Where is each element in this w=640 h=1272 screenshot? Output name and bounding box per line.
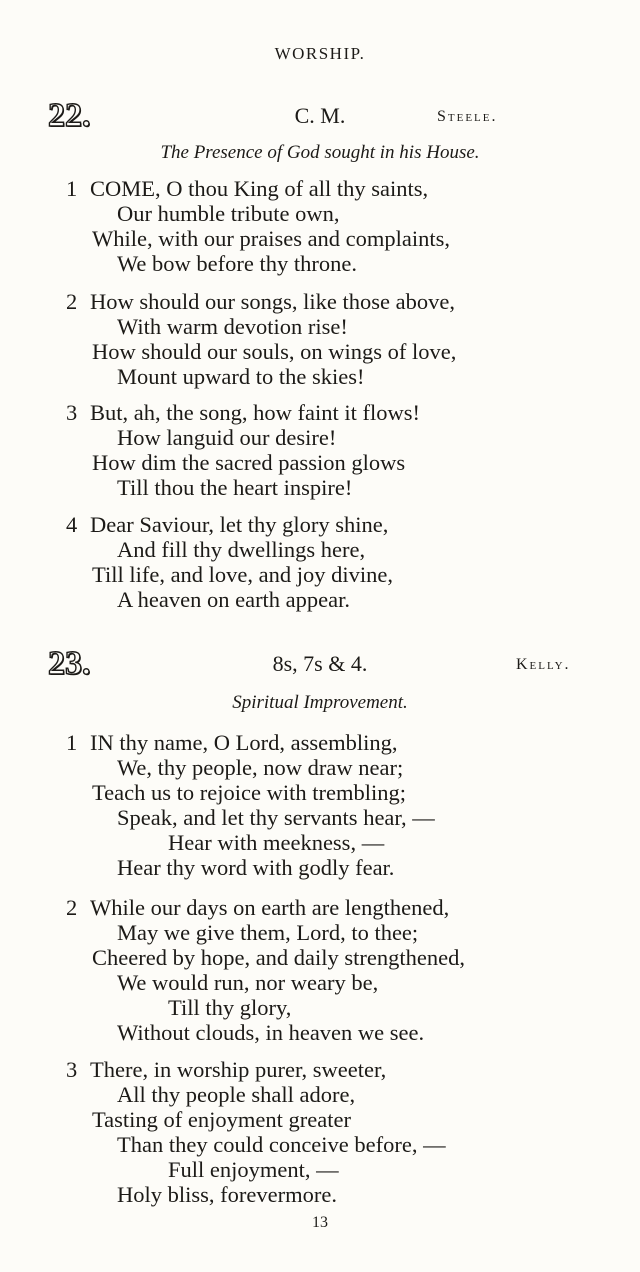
hymn-line: Till thou the heart inspire!: [117, 475, 353, 500]
verse-number: 2: [66, 895, 78, 920]
hymn-author: Steele.: [437, 108, 498, 125]
stanza-22-4: [66, 512, 566, 612]
hymn-line: How should our souls, on wings of love,: [92, 339, 457, 364]
hymn-line: Full enjoyment, —: [168, 1157, 339, 1182]
running-head: WORSHIP.: [274, 44, 366, 63]
hymn-line: With warm devotion rise!: [117, 314, 348, 339]
hymn-title: Spiritual Improvement.: [232, 692, 408, 713]
verse-number: 1: [66, 176, 78, 201]
hymn-author: Kelly.: [516, 656, 571, 673]
hymn-line: How languid our desire!: [117, 425, 337, 450]
hymn-line: Teach us to rejoice with trembling;: [92, 780, 406, 805]
hymn-line: Mount upward to the skies!: [117, 364, 365, 389]
hymn-line: Speak, and let thy servants hear, —: [117, 805, 435, 830]
hymn-line: And fill thy dwellings here,: [117, 537, 366, 562]
hymn-line: Dear Saviour, let thy glory shine,: [90, 512, 389, 537]
verse-number: 4: [66, 512, 78, 537]
hymn-line: Cheered by hope, and daily strengthened,: [92, 945, 466, 970]
hymn-line: Hear thy word with godly fear.: [117, 855, 395, 880]
stanza-22-3: [66, 400, 566, 500]
stanza-22-1: [66, 176, 566, 276]
hymn-22-header: [0, 98, 640, 134]
verse-number: 3: [66, 1057, 78, 1082]
hymn-line: A heaven on earth appear.: [117, 587, 351, 612]
hymn-line: Than they could conceive before, —: [117, 1132, 446, 1157]
hymn-line: We, thy people, now draw near;: [117, 755, 404, 780]
hymn-number: 23.: [48, 645, 91, 682]
hymn-meter: 8s, 7s & 4.: [272, 651, 368, 676]
hymn-line: COME, O thou King of all thy saints,: [90, 176, 429, 201]
hymn-line: May we give them, Lord, to thee;: [117, 920, 419, 945]
stanza-22-2: [66, 289, 566, 389]
verse-number: 2: [66, 289, 78, 314]
hymn-line: Till thy glory,: [168, 995, 292, 1020]
verse-number: 1: [66, 730, 78, 755]
hymn-line: IN thy name, O Lord, assembling,: [90, 730, 398, 755]
hymn-line: But, ah, the song, how faint it flows!: [90, 400, 420, 425]
hymn-line: Hear with meekness, —: [168, 830, 385, 855]
page-number: 13: [312, 1214, 328, 1231]
stanza-23-1: [66, 730, 566, 880]
hymn-line: Our humble tribute own,: [117, 201, 340, 226]
hymn-meter: C. M.: [294, 103, 346, 128]
hymn-line: Till life, and love, and joy divine,: [92, 562, 394, 587]
hymn-line: How should our songs, like those above,: [90, 289, 455, 314]
hymn-line: While, with our praises and complaints,: [92, 226, 451, 251]
stanza-23-3: [66, 1057, 566, 1207]
hymn-line: All thy people shall adore,: [117, 1082, 356, 1107]
hymn-title: The Presence of God sought in his House.: [160, 142, 480, 163]
hymn-line: While our days on earth are lengthened,: [90, 895, 450, 920]
hymn-line: We bow before thy throne.: [117, 251, 357, 276]
hymn-number: 22.: [48, 97, 91, 134]
verse-number: 3: [66, 400, 78, 425]
hymn-line: Holy bliss, forevermore.: [117, 1182, 337, 1207]
hymn-23-header: [0, 646, 640, 682]
hymn-line: We would run, nor weary be,: [117, 970, 379, 995]
hymn-line: Without clouds, in heaven we see.: [117, 1020, 425, 1045]
hymn-line: How dim the sacred passion glows: [92, 450, 406, 475]
hymn-line: Tasting of enjoyment greater: [92, 1107, 351, 1132]
stanza-23-2: [66, 895, 566, 1045]
hymn-line: There, in worship purer, sweeter,: [90, 1057, 387, 1082]
